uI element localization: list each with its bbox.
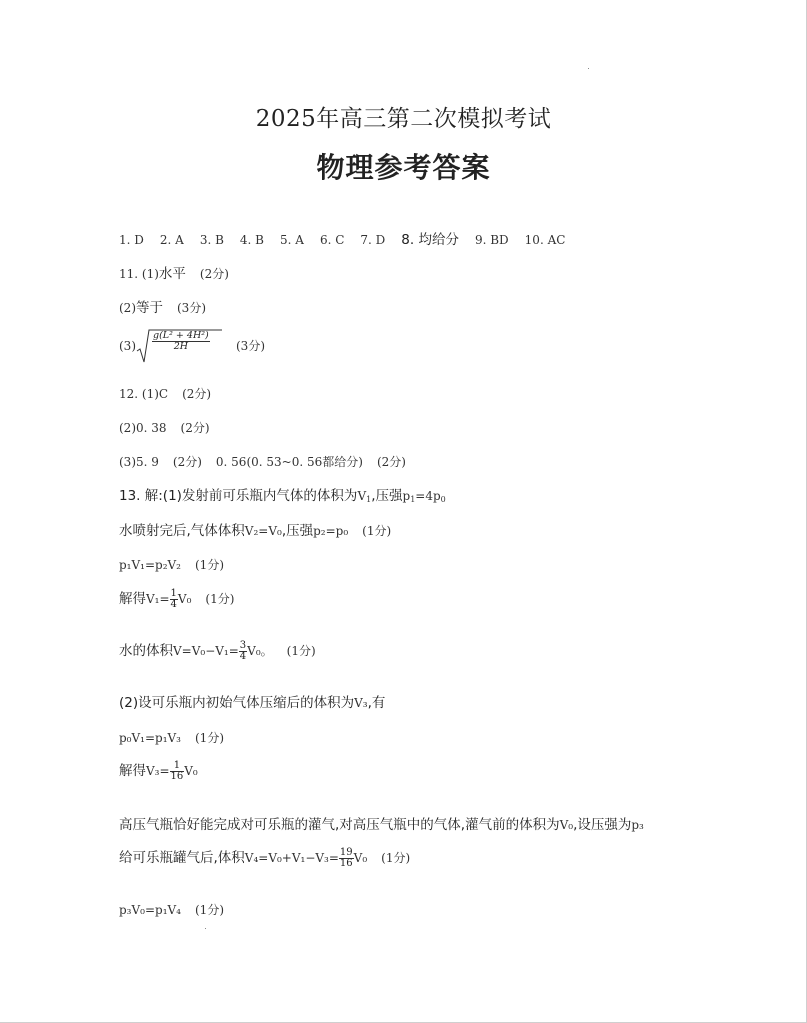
- score-label: (1分): [195, 903, 224, 917]
- choice-answer: 5. A: [280, 233, 304, 247]
- q13-line11: [119, 901, 224, 919]
- score-label: (2分): [172, 455, 202, 469]
- fraction-denominator: 16: [170, 770, 184, 782]
- score-label: (1分): [381, 851, 411, 865]
- text: ,设压强为: [573, 817, 632, 833]
- choice-answers-row: [119, 231, 581, 249]
- choice-answer: 10. AC: [524, 233, 566, 247]
- exam-year: 2025: [255, 106, 317, 132]
- var: V: [357, 489, 367, 503]
- q12-part1: [119, 385, 211, 403]
- expr: V=V₀−V₁=: [173, 644, 239, 658]
- text: 水的体积: [119, 643, 173, 659]
- q11-part3: [119, 328, 265, 364]
- choice-answer: 7. D: [360, 233, 386, 247]
- score-label: (1分): [195, 731, 224, 745]
- expr: p₀V₁=p₁V₃: [119, 731, 181, 745]
- choice-answer: 3. B: [199, 233, 224, 247]
- choice-answer: 8. 均给分: [401, 232, 459, 248]
- score-label: (3分): [236, 339, 265, 353]
- scan-dot: [205, 928, 206, 929]
- expr: p₃: [631, 818, 644, 832]
- score-label: (1分): [286, 644, 316, 658]
- expr: V₀: [177, 592, 192, 606]
- q12-part2-answer: 0. 38: [136, 421, 167, 435]
- fraction: [170, 761, 185, 782]
- fraction-numerator: 3: [239, 639, 247, 651]
- text: 解得: [119, 591, 146, 607]
- expr: V₁=: [146, 592, 170, 606]
- fraction-numerator: 1: [173, 759, 181, 771]
- choice-answer: 1. D: [119, 233, 144, 247]
- expr: p₁V₁=p₂V₂: [119, 558, 181, 572]
- subscript: 1: [410, 495, 416, 504]
- q13-line8: [119, 756, 198, 786]
- q13-line7: [119, 729, 224, 747]
- text: 水喷射完后,气体体积: [119, 523, 245, 539]
- part-number: (2): [119, 301, 136, 315]
- choice-answer: 6. C: [319, 233, 345, 247]
- q11-part1: [119, 265, 229, 283]
- subscript: 1: [366, 495, 372, 504]
- q13-part2-intro: [119, 694, 385, 712]
- text: ,压强: [281, 523, 314, 539]
- fraction-denominator: 16: [339, 857, 353, 869]
- expr: V₀: [184, 764, 198, 778]
- fraction-numerator: 1: [170, 587, 177, 599]
- part-number: (3): [119, 339, 136, 353]
- fraction-denominator: 4: [170, 598, 177, 610]
- text: 解得: [119, 763, 146, 779]
- q11-part2: [119, 299, 206, 317]
- q12-number: 12. (1): [119, 387, 159, 401]
- q12-part2: [119, 419, 210, 437]
- q13-line10: [119, 843, 410, 873]
- fraction-denominator: 2H: [152, 341, 210, 352]
- score-label: (2分): [376, 455, 406, 469]
- sqrt-fraction: [152, 331, 210, 352]
- fraction-numerator: 19: [339, 846, 353, 858]
- expr: p₃V₀=p₁V₄: [119, 903, 181, 917]
- fraction-numerator: g(L² + 4H²): [153, 330, 209, 341]
- text: 高压气瓶恰好能完成对可乐瓶的灌气,对高压气瓶中的气体,灌气前的体积为: [119, 817, 560, 833]
- q12-part3-answer: 5. 9: [136, 455, 159, 469]
- q13-line5: [119, 636, 316, 666]
- q13-line4: [119, 584, 234, 614]
- choice-answer: 4. B: [239, 233, 265, 247]
- part-number: (3): [119, 455, 136, 469]
- score-label: (1分): [205, 592, 235, 606]
- score-label: (1分): [195, 558, 224, 572]
- q13-line2: [119, 522, 391, 540]
- expr: V₀: [353, 851, 368, 865]
- part-number: (2): [119, 421, 136, 435]
- q13-line9: [119, 816, 644, 834]
- text: 给可乐瓶罐气后,体积: [119, 850, 245, 866]
- q12-part3-answer-2: 0. 56(0. 53~0. 56都给分): [215, 455, 363, 469]
- q11-part1-answer: 水平: [158, 266, 186, 282]
- exam-title: [0, 100, 807, 133]
- sqrt-formula: [136, 329, 222, 363]
- fraction: [339, 848, 354, 869]
- q11-part2-answer: 等于: [136, 300, 163, 316]
- expr: =4p: [415, 489, 441, 503]
- choice-answer: 9. BD: [474, 233, 509, 247]
- subscript: 0: [440, 495, 446, 504]
- text: ,压强: [371, 488, 403, 504]
- text: ,有: [367, 695, 386, 711]
- q12-part1-answer: C: [158, 387, 169, 401]
- exam-title-text: 年高三第二次模拟考试: [316, 106, 552, 132]
- q12-part3: [119, 453, 406, 471]
- q13-text: 13. 解:(1)发射前可乐瓶内气体的体积为: [119, 488, 358, 504]
- score-label: (2分): [199, 267, 229, 281]
- scan-dot: [588, 68, 589, 69]
- fraction: [170, 589, 178, 610]
- fraction-denominator: 4: [239, 650, 247, 662]
- q11-number: 11. (1): [119, 267, 159, 281]
- var: p: [402, 489, 411, 503]
- expr: V₄=V₀+V₁−V₃=: [244, 851, 339, 865]
- score-label: (3分): [177, 301, 206, 315]
- q13-intro: [119, 487, 446, 509]
- expr: V₀。: [247, 644, 273, 658]
- q13-line3: [119, 556, 224, 574]
- choice-answer: 2. A: [159, 233, 184, 247]
- expr: V₀: [559, 818, 574, 832]
- expr: p₂=p₀: [313, 524, 349, 538]
- score-label: (2分): [182, 387, 212, 401]
- score-label: (2分): [180, 421, 210, 435]
- score-label: (1分): [362, 524, 392, 538]
- answer-key-title: 物理参考答案: [316, 151, 491, 184]
- fraction: [239, 641, 247, 662]
- expr: V₃: [354, 696, 368, 710]
- expr: V₃=: [146, 764, 170, 778]
- expr: V₂=V₀: [244, 524, 282, 538]
- text: (2)设可乐瓶内初始气体压缩后的体积为: [119, 695, 355, 711]
